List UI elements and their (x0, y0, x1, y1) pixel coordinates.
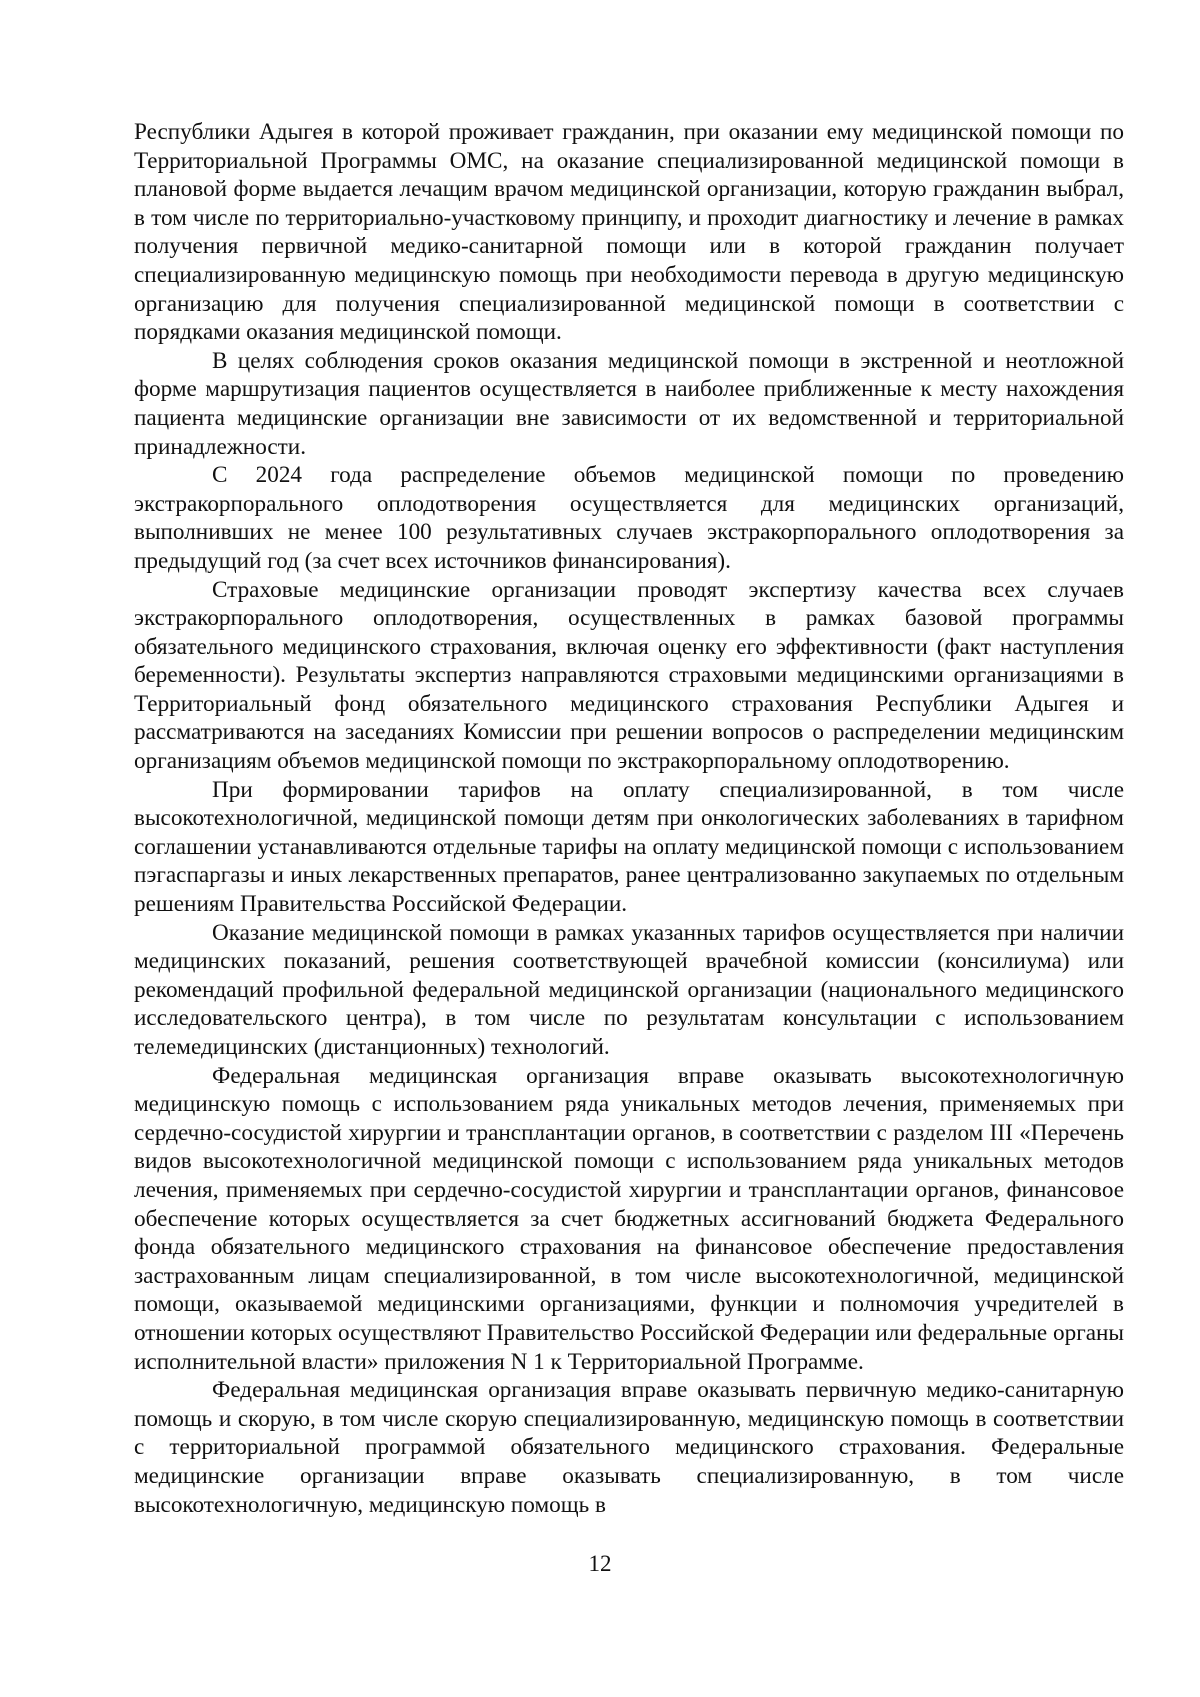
paragraph-ivf-expertise: Страховые медицинские организации проводят экспертизу качества всех случаев экстракорпорального оплодотворения, осуществленных в рамках базовой программы обязательного медицинского страхования, включая оценку его эффективности (факт наступления беременности). Результаты экспертиз направляются страховыми медицинскими организациями в Территориальный фонд обязательного медицинского страхования Республики Адыгея и рассматриваются на заседаниях Комиссии при решении вопросов о распределении медицинским организациям объемов медицинской помощи по экстракорпоральному оплодотворению. (134, 576, 1124, 775)
paragraph-federal-primary-care: Федеральная медицинская организация вправе оказывать первичную медико-санитарную помощь и скорую, в том числе скорую специализированную, медицинскую помощь в соответствии с территориальной программой обязательного медицинского страхования. Федеральные медицинские организации вправе оказывать специализированную, в том числе высокотехнологичную, медицинскую помощь в (134, 1377, 1124, 1518)
paragraph-ivf-distribution: С 2024 года распределение объемов медицинской помощи по проведению экстракорпорального оплодотворения осуществляется для медицинских организаций, выполнивших не менее 100 результативных случаев экстракорпорального оплодотворения за предыдущий год (за счет всех источников финансирования). (134, 462, 1124, 574)
document-body (134, 118, 1124, 1519)
paragraph-federal-high-tech: Федеральная медицинская организация вправе оказывать высокотехнологичную медицинскую помощь с использованием ряда уникальных методов лечения, применяемых при сердечно-сосудистой хирургии и трансплантации органов, в соответствии с разделом III «Перечень видов высокотехнологичной медицинской помощи с использованием ряда уникальных методов лечения, применяемых при сердечно-сосудистой хирургии и трансплантации органов, финансовое обеспечение которых осуществляется за счет бюджетных ассигнований бюджета Федерального фонда обязательного медицинского страхования на финансовое обеспечение предоставления застрахованным лицам специализированной, в том числе высокотехнологичной, медицинской помощи, оказываемой медицинскими организациями, функции и полномочия учредителей в отношении которых осуществляют Правительство Российской Федерации или федеральные органы исполнительной власти» приложения N 1 к Территориальной Программе. (134, 1062, 1124, 1375)
paragraph-emergency-routing: В целях соблюдения сроков оказания медицинской помощи в экстренной и неотложной форме маршрутизация пациентов осуществляется в наиболее приближенные к месту нахождения пациента медицинские организации вне зависимости от их ведомственной и территориальной принадлежности. (134, 347, 1124, 460)
paragraph-oncology-tariffs: При формировании тарифов на оплату специализированной, в том числе высокотехнологичной, медицинской помощи детям при онкологических заболеваниях в тарифном соглашении устанавливаются отдельные тарифы на оплату медицинской помощи с использованием пэгаспаргазы и иных лекарственных препаратов, ранее централизованно закупаемых по отдельным решениям Правительства Российской Федерации. (134, 776, 1124, 918)
paragraph-continuation: Республики Адыгея в которой проживает гражданин, при оказании ему медицинской помощи по Территориальной Программы ОМС, на оказание специализированной медицинской помощи в плановой форме выдается лечащим врачом медицинской организации, которую гражданин выбрал, в том числе по территориально-участковому принципу, и проходит диагностику и лечение в рамках получения первичной медико-санитарной помощи или в которой гражданин получает специализированную медицинскую помощь при необходимости перевода в другую медицинскую организацию для получения специализированной медицинской помощи в соответствии с порядками оказания медицинской помощи. (134, 119, 1124, 346)
paragraph-tariff-conditions: Оказание медицинской помощи в рамках указанных тарифов осуществляется при наличии медицинских показаний, решения соответствующей врачебной комиссии (консилиума) или рекомендаций профильной федеральной медицинской организации (национального медицинского исследовательского центра), в том числе по результатам консультации с использованием телемедицинских (дистанционных) технологий. (134, 919, 1124, 1060)
page-number: 12 (588, 1551, 612, 1576)
